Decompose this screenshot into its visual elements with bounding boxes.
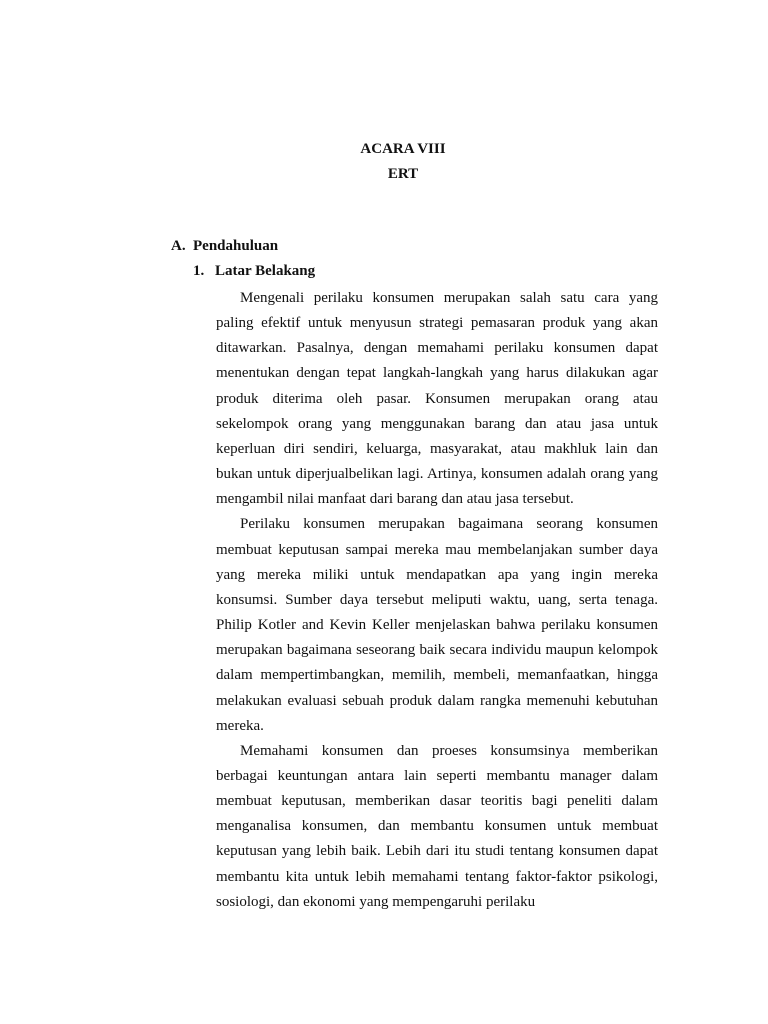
subsection-marker: 1. (193, 263, 205, 279)
section-heading-text: Pendahuluan (193, 238, 279, 254)
paragraph: Perilaku konsumen merupakan bagaimana seorang konsumen membuat keputusan sampai mereka mau membelanjakan sumber daya yang mereka miliki untuk mendapatkan apa yang ingin mereka konsumsi. Sumber daya tersebut meliputi waktu, uang, serta tenaga. Philip Kotler and Kevin Keller menjelaskan bahwa perilaku konsumen merupakan bagaimana seseorang baik secara individu maupun kelompok dalam mempertimbangkan, memilih, membeli, memanfaatkan, hingga melakukan evaluasi sebuah produk dalam rangka memenuhi kebutuhan mereka. (216, 516, 658, 734)
title-block (0, 137, 768, 187)
subsection-heading-text: Latar Belakang (215, 263, 316, 279)
document-subtitle: ERT (387, 166, 419, 182)
paragraph: Mengenali perilaku konsumen merupakan salah satu cara yang paling efektif untuk menyusun strategi pemasaran produk yang akan ditawarkan. Pasalnya, dengan memahami perilaku konsumen dapat menentukan dengan tepat langkah-langkah yang harus dilakukan agar produk diterima oleh pasar. Konsumen merupakan orang atau sekelompok orang yang menggunakan barang dan atau jasa untuk keperluan diri sendiri, keluarga, masyarakat, atau makhluk lain dan bukan untuk diperjualbelikan lagi. Artinya, konsumen adalah orang yang mengambil nilai manfaat dari barang dan atau jasa tersebut. (216, 290, 658, 508)
paragraph: Memahami konsumen dan proeses konsumsinya memberikan berbagai keuntungan antara lain seperti membantu manager dalam membuat keputusan, memberikan dasar teoritis bagi peneliti dalam menganalisa konsumen, dan membantu konsumen untuk membuat keputusan yang lebih baik. Lebih dari itu studi tentang konsumen dapat membantu kita untuk lebih memahami tentang faktor-faktor psikologi, sosiologi, dan ekonomi yang mempengaruhi perilaku (216, 742, 658, 910)
section-heading (171, 236, 278, 256)
section-marker: A. (171, 238, 186, 254)
subsection-heading (193, 261, 315, 281)
document-title: ACARA VIII (360, 141, 446, 157)
body-text (216, 286, 658, 915)
